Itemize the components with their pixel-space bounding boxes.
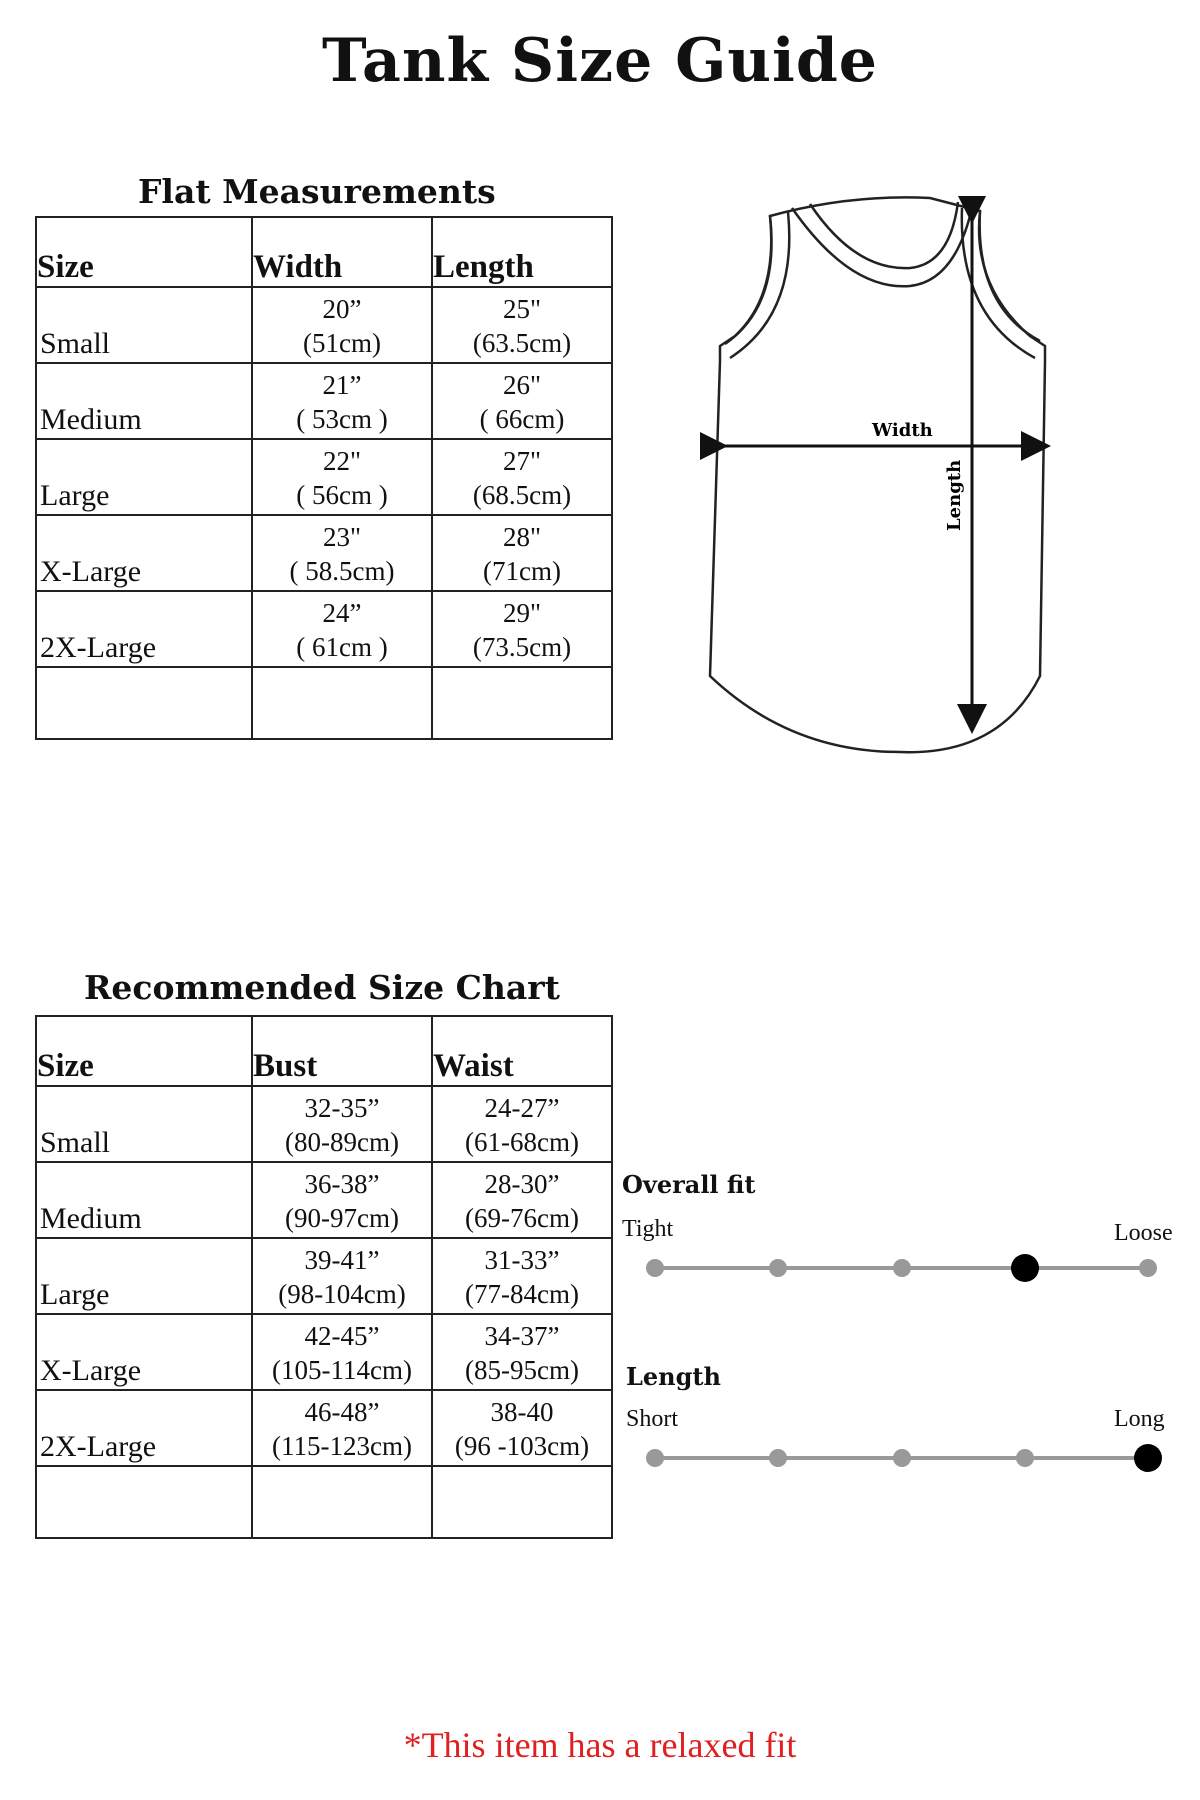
overall-scale-dot: [893, 1259, 911, 1277]
table-row: [36, 1238, 612, 1314]
bust-cell: 36-38” (90-97cm): [252, 1162, 432, 1238]
empty-row: [36, 667, 612, 739]
length-scale-dot: [769, 1449, 787, 1467]
overall-scale-dot: [1139, 1259, 1157, 1277]
waist-cell: 34-37” (85-95cm): [432, 1314, 612, 1390]
table-row: [36, 1314, 612, 1390]
header-length: Length: [432, 217, 612, 287]
width-cell: 22" ( 56cm ): [252, 439, 432, 515]
waist-cell: 24-27” (61-68cm): [432, 1086, 612, 1162]
length-scale-dot: [646, 1449, 664, 1467]
tank-outline: [710, 197, 1045, 752]
length-scale-dot: [893, 1449, 911, 1467]
overall-fit-right-label: Loose: [1114, 1220, 1173, 1246]
overall-fit-label: Overall fit: [622, 1170, 756, 1199]
overall-fit-left-label: Tight: [622, 1216, 674, 1242]
width-cell: 20” (51cm): [252, 287, 432, 363]
table-row: [36, 591, 612, 667]
header-waist: Waist: [432, 1016, 612, 1086]
size-cell: X-Large: [36, 1314, 252, 1390]
header-width: Width: [252, 217, 432, 287]
table-header-row: [36, 217, 612, 287]
length-scale-dot: [1016, 1449, 1034, 1467]
width-cell: 23" ( 58.5cm): [252, 515, 432, 591]
bust-cell: 32-35” (80-89cm): [252, 1086, 432, 1162]
table-row: [36, 1086, 612, 1162]
waist-cell: 31-33” (77-84cm): [432, 1238, 612, 1314]
recommended-size-table: [35, 1015, 613, 1539]
waist-cell: 28-30” (69-76cm): [432, 1162, 612, 1238]
length-cell: 27" (68.5cm): [432, 439, 612, 515]
header-size: Size: [36, 217, 252, 287]
relaxed-fit-note: *This item has a relaxed fit: [403, 1725, 797, 1765]
table-row: [36, 515, 612, 591]
table-row: [36, 363, 612, 439]
length-cell: 25" (63.5cm): [432, 287, 612, 363]
empty-row: [36, 1466, 612, 1538]
length-label: Length: [944, 459, 965, 531]
overall-scale-dot-selected: [1011, 1254, 1039, 1282]
tank-diagram: [700, 196, 1120, 756]
header-bust: Bust: [252, 1016, 432, 1086]
bust-cell: 42-45” (105-114cm): [252, 1314, 432, 1390]
size-cell: Medium: [36, 1162, 252, 1238]
page-title: Tank Size Guide: [322, 26, 878, 96]
table-header-row: [36, 1016, 612, 1086]
length-cell: 29" (73.5cm): [432, 591, 612, 667]
length-fit-left-label: Short: [626, 1406, 679, 1432]
table-row: [36, 439, 612, 515]
size-cell: Large: [36, 1238, 252, 1314]
width-cell: 24” ( 61cm ): [252, 591, 432, 667]
waist-cell: 38-40 (96 -103cm): [432, 1390, 612, 1466]
recommended-size-title: Recommended Size Chart: [84, 968, 560, 1007]
length-fit-label: Length: [626, 1362, 721, 1391]
overall-scale-dot: [646, 1259, 664, 1277]
table-row: [36, 1162, 612, 1238]
size-cell: Small: [36, 287, 252, 363]
size-cell: 2X-Large: [36, 1390, 252, 1466]
size-cell: 2X-Large: [36, 591, 252, 667]
flat-measurements-table: [35, 216, 613, 740]
width-label: Width: [872, 420, 933, 441]
size-cell: Medium: [36, 363, 252, 439]
table-row: [36, 1390, 612, 1466]
overall-scale-dot: [769, 1259, 787, 1277]
bust-cell: 39-41” (98-104cm): [252, 1238, 432, 1314]
width-cell: 21” ( 53cm ): [252, 363, 432, 439]
size-cell: Large: [36, 439, 252, 515]
length-scale-dot-selected: [1134, 1444, 1162, 1472]
bust-cell: 46-48” (115-123cm): [252, 1390, 432, 1466]
size-cell: X-Large: [36, 515, 252, 591]
size-cell: Small: [36, 1086, 252, 1162]
length-cell: 26" ( 66cm): [432, 363, 612, 439]
flat-measurements-title: Flat Measurements: [138, 172, 496, 211]
table-row: [36, 287, 612, 363]
length-fit-right-label: Long: [1114, 1406, 1165, 1432]
length-cell: 28" (71cm): [432, 515, 612, 591]
header-size: Size: [36, 1016, 252, 1086]
